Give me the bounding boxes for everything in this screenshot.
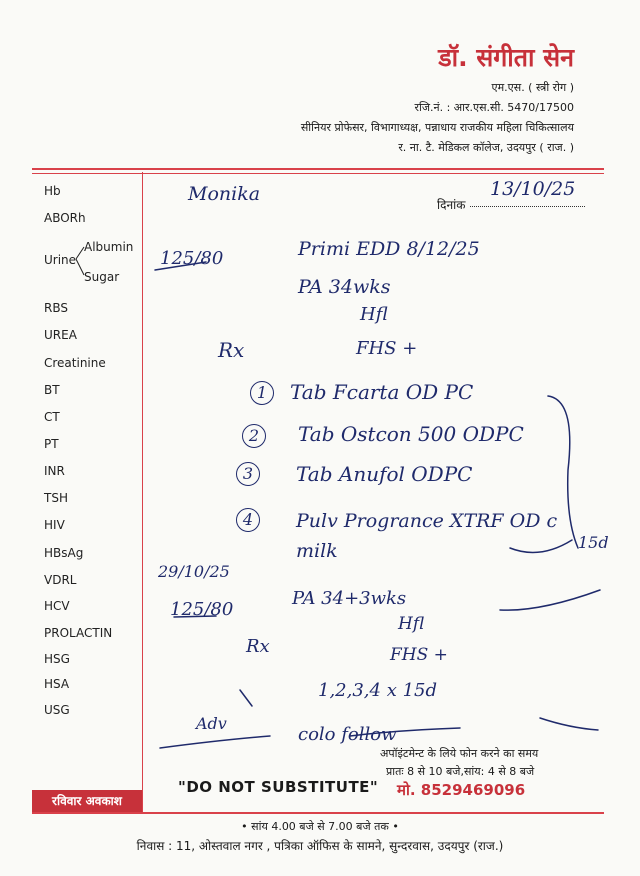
hw-history: Primi EDD 8/12/25 xyxy=(298,238,480,260)
hw-med-2: Tab Ostcon 500 ODPC xyxy=(298,422,524,446)
hw-followup-date: 29/10/25 xyxy=(158,562,230,581)
lab-urea: UREA xyxy=(44,328,77,342)
lab-hcv: HCV xyxy=(44,599,70,613)
hw-bp-second: 125/80 xyxy=(170,599,234,620)
hw-pa-first-fhs: FHS + xyxy=(356,338,418,359)
hw-colo-follow: colo follow xyxy=(298,724,397,745)
lab-pt: PT xyxy=(44,437,59,451)
hw-rx-second: Rx xyxy=(246,636,270,657)
appointment-hours: प्रातः 8 से 10 बजे,सांय: 4 से 8 बजे xyxy=(386,765,535,778)
sunday-holiday-badge: रविवार अवकाश xyxy=(32,790,142,812)
do-not-substitute: "DO NOT SUBSTITUTE" xyxy=(178,778,379,796)
evening-hours: • सांय 4.00 बजे से 7.00 बजे तक • xyxy=(241,820,399,833)
hw-pa-second: PA 34+3wks xyxy=(292,588,407,609)
lab-hiv: HIV xyxy=(44,518,65,532)
lab-prolactin: PROLACTIN xyxy=(44,626,113,640)
hw-med-1: Tab Fcarta OD PC xyxy=(290,380,474,404)
lab-urine: Urine xyxy=(44,253,77,267)
lab-tsh: TSH xyxy=(44,491,68,505)
lab-urine-sugar: Sugar xyxy=(84,270,120,284)
lab-aborh: ABORh xyxy=(44,211,86,225)
doctor-name: डॉ. संगीता सेन xyxy=(438,43,574,72)
hw-rx-symbol: Rx xyxy=(218,338,245,362)
footer-divider xyxy=(32,812,604,814)
lab-urine-albumin: Albumin xyxy=(84,240,134,254)
lab-creatinine: Creatinine xyxy=(44,356,106,370)
phone-number: मो. 8529469096 xyxy=(397,781,526,799)
hw-pa-first: PA 34wks xyxy=(298,276,391,298)
residence-address: निवास : 11, ओस्तवाल नगर , पत्रिका ऑफिस के सामने, सुन्दरवास, उदयपुर (राज.) xyxy=(136,839,504,853)
lab-ct: CT xyxy=(44,410,60,424)
appointment-title: अपॉइंटमेन्ट के लिये फोन करने का समय xyxy=(380,747,539,760)
lab-vdrl: VDRL xyxy=(44,573,77,587)
designation: सीनियर प्रोफेसर, विभागाध्यक्ष, पन्नाधाय राजकीय महिला चिकित्सालय xyxy=(300,121,574,134)
hw-med-1-number: 1 xyxy=(250,381,274,405)
lab-rbs: RBS xyxy=(44,301,68,315)
hw-med-4-number: 4 xyxy=(236,508,260,532)
hw-patient-name: Monika xyxy=(188,183,261,205)
lab-hsg: HSG xyxy=(44,652,70,666)
hw-med-3: Tab Anufol ODPC xyxy=(296,462,473,486)
lab-bt: BT xyxy=(44,383,60,397)
hw-med-2-number: 2 xyxy=(242,424,266,448)
hw-bp-first: 125/80 xyxy=(160,248,224,269)
hw-pa-second-hfl: Hfl xyxy=(398,614,425,634)
date-label: दिनांक xyxy=(437,198,466,212)
college: र. ना. टै. मेडिकल कॉलेज, उदयपुर ( राज. ) xyxy=(398,141,574,154)
hw-pa-second-fhs: FHS + xyxy=(390,645,448,665)
hw-advice: Adv xyxy=(196,714,227,733)
hw-visit-date: 13/10/25 xyxy=(490,178,576,200)
hw-repeat-meds: 1,2,3,4 x 15d xyxy=(318,680,437,701)
hw-pa-first-hfl: Hfl xyxy=(360,304,388,325)
lab-hsa: HSA xyxy=(44,677,70,691)
lab-hb: Hb xyxy=(44,184,61,198)
hw-med-4: Pulv Progrance XTRF OD c milk xyxy=(296,510,558,562)
qualification: एम.एस. ( स्त्री रोग ) xyxy=(491,81,574,94)
registration-number: रजि.नं. : आर.एस.सी. 5470/17500 xyxy=(414,101,574,114)
hw-duration-note: 15d xyxy=(578,533,609,552)
lab-hbsag: HBsAg xyxy=(44,546,84,560)
hw-med-3-number: 3 xyxy=(236,462,260,486)
lab-inr: INR xyxy=(44,464,65,478)
lab-usg: USG xyxy=(44,703,70,717)
